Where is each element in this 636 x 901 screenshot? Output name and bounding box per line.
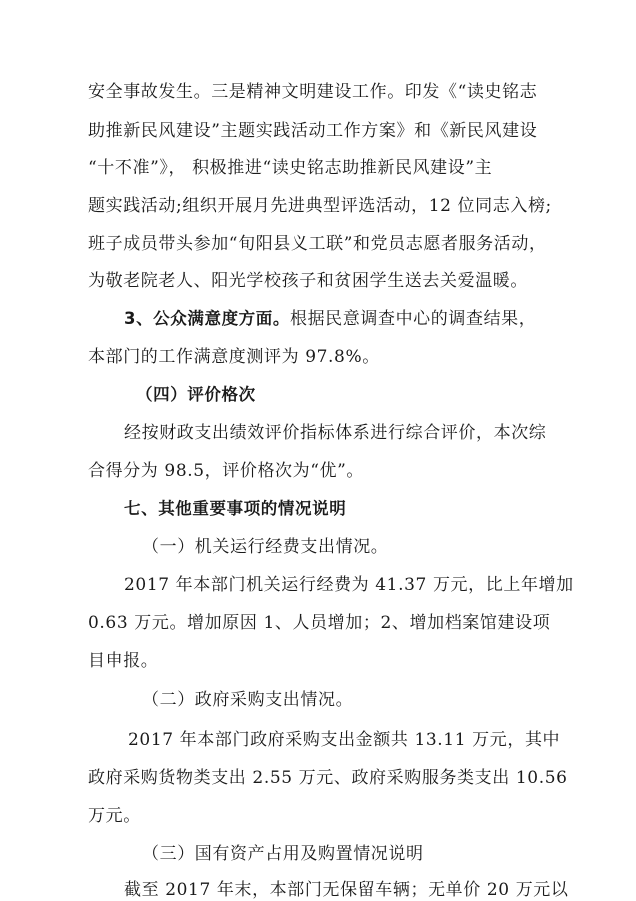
paragraph-line: 为敬老院老人、阳光学校孩子和贫困学生送去关爱温暖。	[88, 271, 528, 291]
paragraph-line: 万元。	[88, 806, 141, 826]
paragraph-line: 2017 年本部门机关运行经费为 41.37 万元，比上年增加	[124, 575, 574, 595]
paragraph-line: 0.63 万元。增加原因 1、人员增加；2、增加档案馆建设项	[88, 613, 551, 633]
paragraph-line: 安全事故发生。三是精神文明建设工作。印发《“读史铭志	[88, 82, 538, 102]
paragraph-line: 本部门的工作满意度测评为 97.8%。	[88, 347, 380, 367]
paragraph-line: 班子成员带头参加“旬阳县义工联”和党员志愿者服务活动，	[88, 234, 547, 254]
paragraph-line: 截至 2017 年末，本部门无保留车辆；无单价 20 万元以	[124, 880, 569, 900]
satisfaction-text: 根据民意调查中心的调查结果，	[289, 309, 537, 329]
chapter-heading: 七、其他重要事项的情况说明	[124, 499, 347, 518]
paragraph-line: 题实践活动;组织开展月先进典型评选活动，12 位同志入榜;	[88, 196, 552, 216]
paragraph-line: 目申报。	[88, 651, 159, 671]
section-heading: （四）评价格次	[136, 385, 256, 404]
paragraph-line: “十不准”》， 积极推进“读史铭志助推新民风建设”主	[88, 158, 493, 178]
paragraph-line: 助推新民风建设”主题实践活动工作方案》和《新民风建设	[88, 121, 538, 141]
satisfaction-line	[124, 308, 536, 330]
subsection-heading: （一）机关运行经费支出情况。	[142, 537, 389, 557]
paragraph-line: 政府采购货物类支出 2.55 万元、政府采购服务类支出 10.56	[88, 768, 568, 788]
subsection-heading: （二）政府采购支出情况。	[142, 690, 354, 710]
paragraph-line: 2017 年本部门政府采购支出金额共 13.11 万元，其中	[128, 730, 561, 750]
subsection-heading: （三）国有资产占用及购置情况说明	[142, 844, 424, 864]
satisfaction-heading: 3、公众满意度方面。	[124, 309, 290, 328]
paragraph-line: 经按财政支出绩效评价指标体系进行综合评价，本次综	[124, 423, 547, 443]
paragraph-line: 合得分为 98.5，评价格次为“优”。	[88, 461, 365, 481]
